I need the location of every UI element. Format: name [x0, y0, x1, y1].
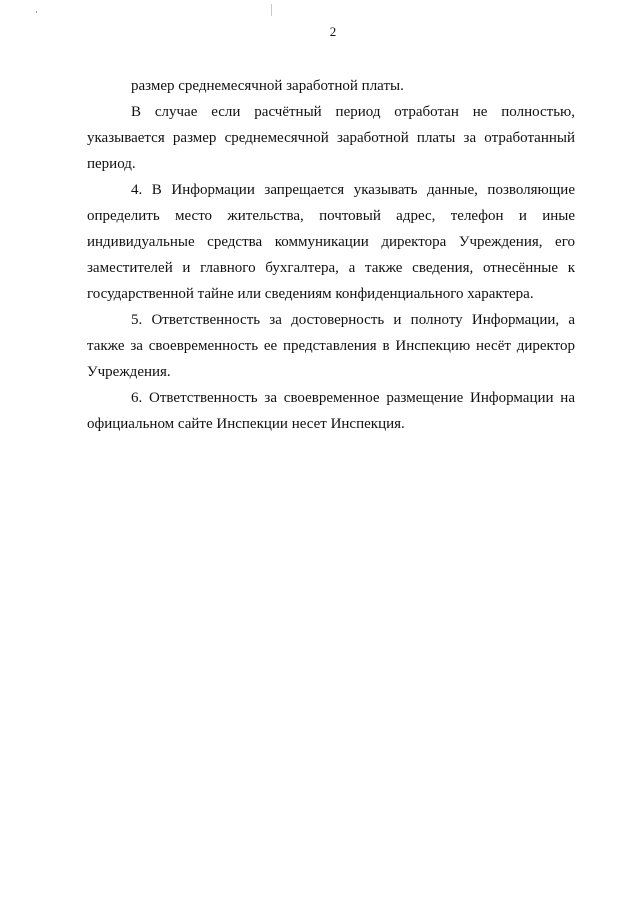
paragraph-partial-period: В случае если расчётный период отработан не полностью, указывается размер среднемесячной заработной платы за отработанный период. [87, 104, 575, 172]
paragraph-salary-continuation: размер среднемесячной заработной платы. [131, 78, 404, 94]
scan-artifact-line [271, 4, 272, 16]
scan-artifact-mark [36, 11, 37, 13]
paragraph-item-4: 4. В Информации запрещается указывать данные, позволяющие определить место жительства, почтовый адрес, телефон и иные индивидуальные средства коммуникации директора Учреждения, его заместителей и главного бухгалтера, а также сведения, отнесённые к государственной тайне или сведениям конфиденциального характера. [87, 182, 575, 302]
page-number: 2 [329, 24, 337, 39]
paragraph-item-5: 5. Ответственность за достоверность и полноту Информации, а также за своевременность ее представления в Инспекцию несёт директор Учреждения. [87, 312, 575, 380]
paragraph-item-6: 6. Ответственность за своевременное размещение Информации на официальном сайте Инспекции несет Инспекция. [87, 390, 575, 432]
document-body [87, 73, 575, 437]
